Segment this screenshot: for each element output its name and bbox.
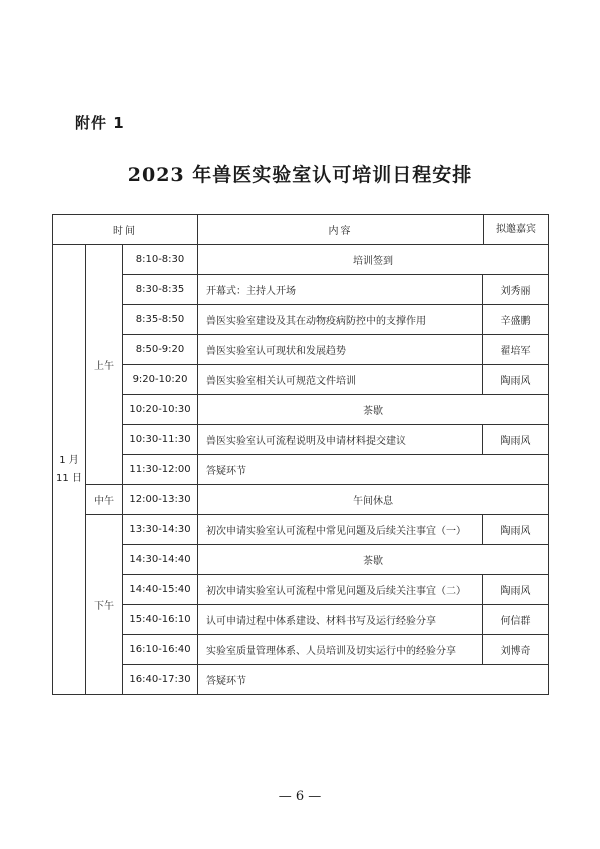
- content-cell: 兽医实验室认可流程说明及申请材料提交建议: [198, 425, 483, 455]
- time-cell: 11:30-12:00: [123, 455, 198, 485]
- table-row: [53, 245, 549, 275]
- table-row: [53, 545, 549, 575]
- content-cell: 茶歇: [198, 395, 549, 425]
- table-row: [53, 365, 549, 395]
- table-row: [53, 515, 549, 545]
- header-time: 时间: [53, 215, 198, 245]
- table-row: [53, 305, 549, 335]
- attachment-label: 附件 1: [75, 114, 125, 132]
- time-cell: 8:50-9:20: [123, 335, 198, 365]
- period-morning: 上午: [86, 245, 123, 485]
- table-row: [53, 665, 549, 695]
- table-row: [53, 485, 549, 515]
- time-cell: 16:10-16:40: [123, 635, 198, 665]
- table-row: [53, 335, 549, 365]
- guest-cell: 陶雨风: [483, 365, 549, 395]
- table-row: [53, 275, 549, 305]
- table-row: [53, 635, 549, 665]
- time-cell: 10:20-10:30: [123, 395, 198, 425]
- guest-cell: 辛盛鹏: [483, 305, 549, 335]
- guest-cell: 何信群: [483, 605, 549, 635]
- time-cell: 9:20-10:20: [123, 365, 198, 395]
- content-cell: 午间休息: [198, 485, 549, 515]
- header-content-label: 内容: [328, 226, 353, 237]
- time-cell: 13:30-14:30: [123, 515, 198, 545]
- period-afternoon: 下午: [86, 515, 123, 695]
- guest-cell: 陶雨风: [483, 425, 549, 455]
- content-cell: 答疑环节: [198, 665, 549, 695]
- time-cell: 8:30-8:35: [123, 275, 198, 305]
- guest-cell: 陶雨风: [483, 575, 549, 605]
- page-number: — 6 —: [278, 789, 322, 804]
- schedule-table: [52, 214, 549, 695]
- content-cell: 认可申请过程中体系建设、材料书写及运行经验分享: [198, 605, 483, 635]
- time-cell: 8:35-8:50: [123, 305, 198, 335]
- date-month: 1 月: [59, 454, 79, 466]
- date-cell: [53, 245, 86, 695]
- content-cell: 兽医实验室认可现状和发展趋势: [198, 335, 483, 365]
- content-cell: 兽医实验室相关认可规范文件培训: [198, 365, 483, 395]
- time-cell: 15:40-16:10: [123, 605, 198, 635]
- table-row: [53, 605, 549, 635]
- content-cell: 茶歇: [198, 545, 549, 575]
- header-guest: 拟邀嘉宾: [483, 215, 548, 244]
- time-cell: 14:40-15:40: [123, 575, 198, 605]
- table-row: [53, 575, 549, 605]
- guest-cell: 翟培军: [483, 335, 549, 365]
- content-cell: 兽医实验室建设及其在动物疫病防控中的支撑作用: [198, 305, 483, 335]
- time-cell: 8:10-8:30: [123, 245, 198, 275]
- time-cell: 14:30-14:40: [123, 545, 198, 575]
- content-cell: 培训签到: [198, 245, 549, 275]
- period-noon: 中午: [86, 485, 123, 515]
- time-cell: 16:40-17:30: [123, 665, 198, 695]
- content-cell: 初次申请实验室认可流程中常见问题及后续关注事宜（一）: [198, 515, 483, 545]
- table-row: [53, 395, 549, 425]
- content-cell: 初次申请实验室认可流程中常见问题及后续关注事宜（二）: [198, 575, 483, 605]
- guest-cell: 刘秀丽: [483, 275, 549, 305]
- time-cell: 12:00-13:30: [123, 485, 198, 515]
- guest-cell: 刘博奇: [483, 635, 549, 665]
- content-cell: 答疑环节: [198, 455, 549, 485]
- content-cell: 实验室质量管理体系、人员培训及切实运行中的经验分享: [198, 635, 483, 665]
- time-cell: 10:30-11:30: [123, 425, 198, 455]
- content-cell: 开幕式：主持人开场: [198, 275, 483, 305]
- date-day: 11 日: [56, 472, 82, 484]
- table-row: [53, 455, 549, 485]
- guest-cell: 陶雨风: [483, 515, 549, 545]
- header-content: [198, 215, 549, 245]
- table-row: [53, 425, 549, 455]
- document-title: 2023 年兽医实验室认可培训日程安排: [127, 164, 473, 186]
- header-row: [53, 215, 549, 245]
